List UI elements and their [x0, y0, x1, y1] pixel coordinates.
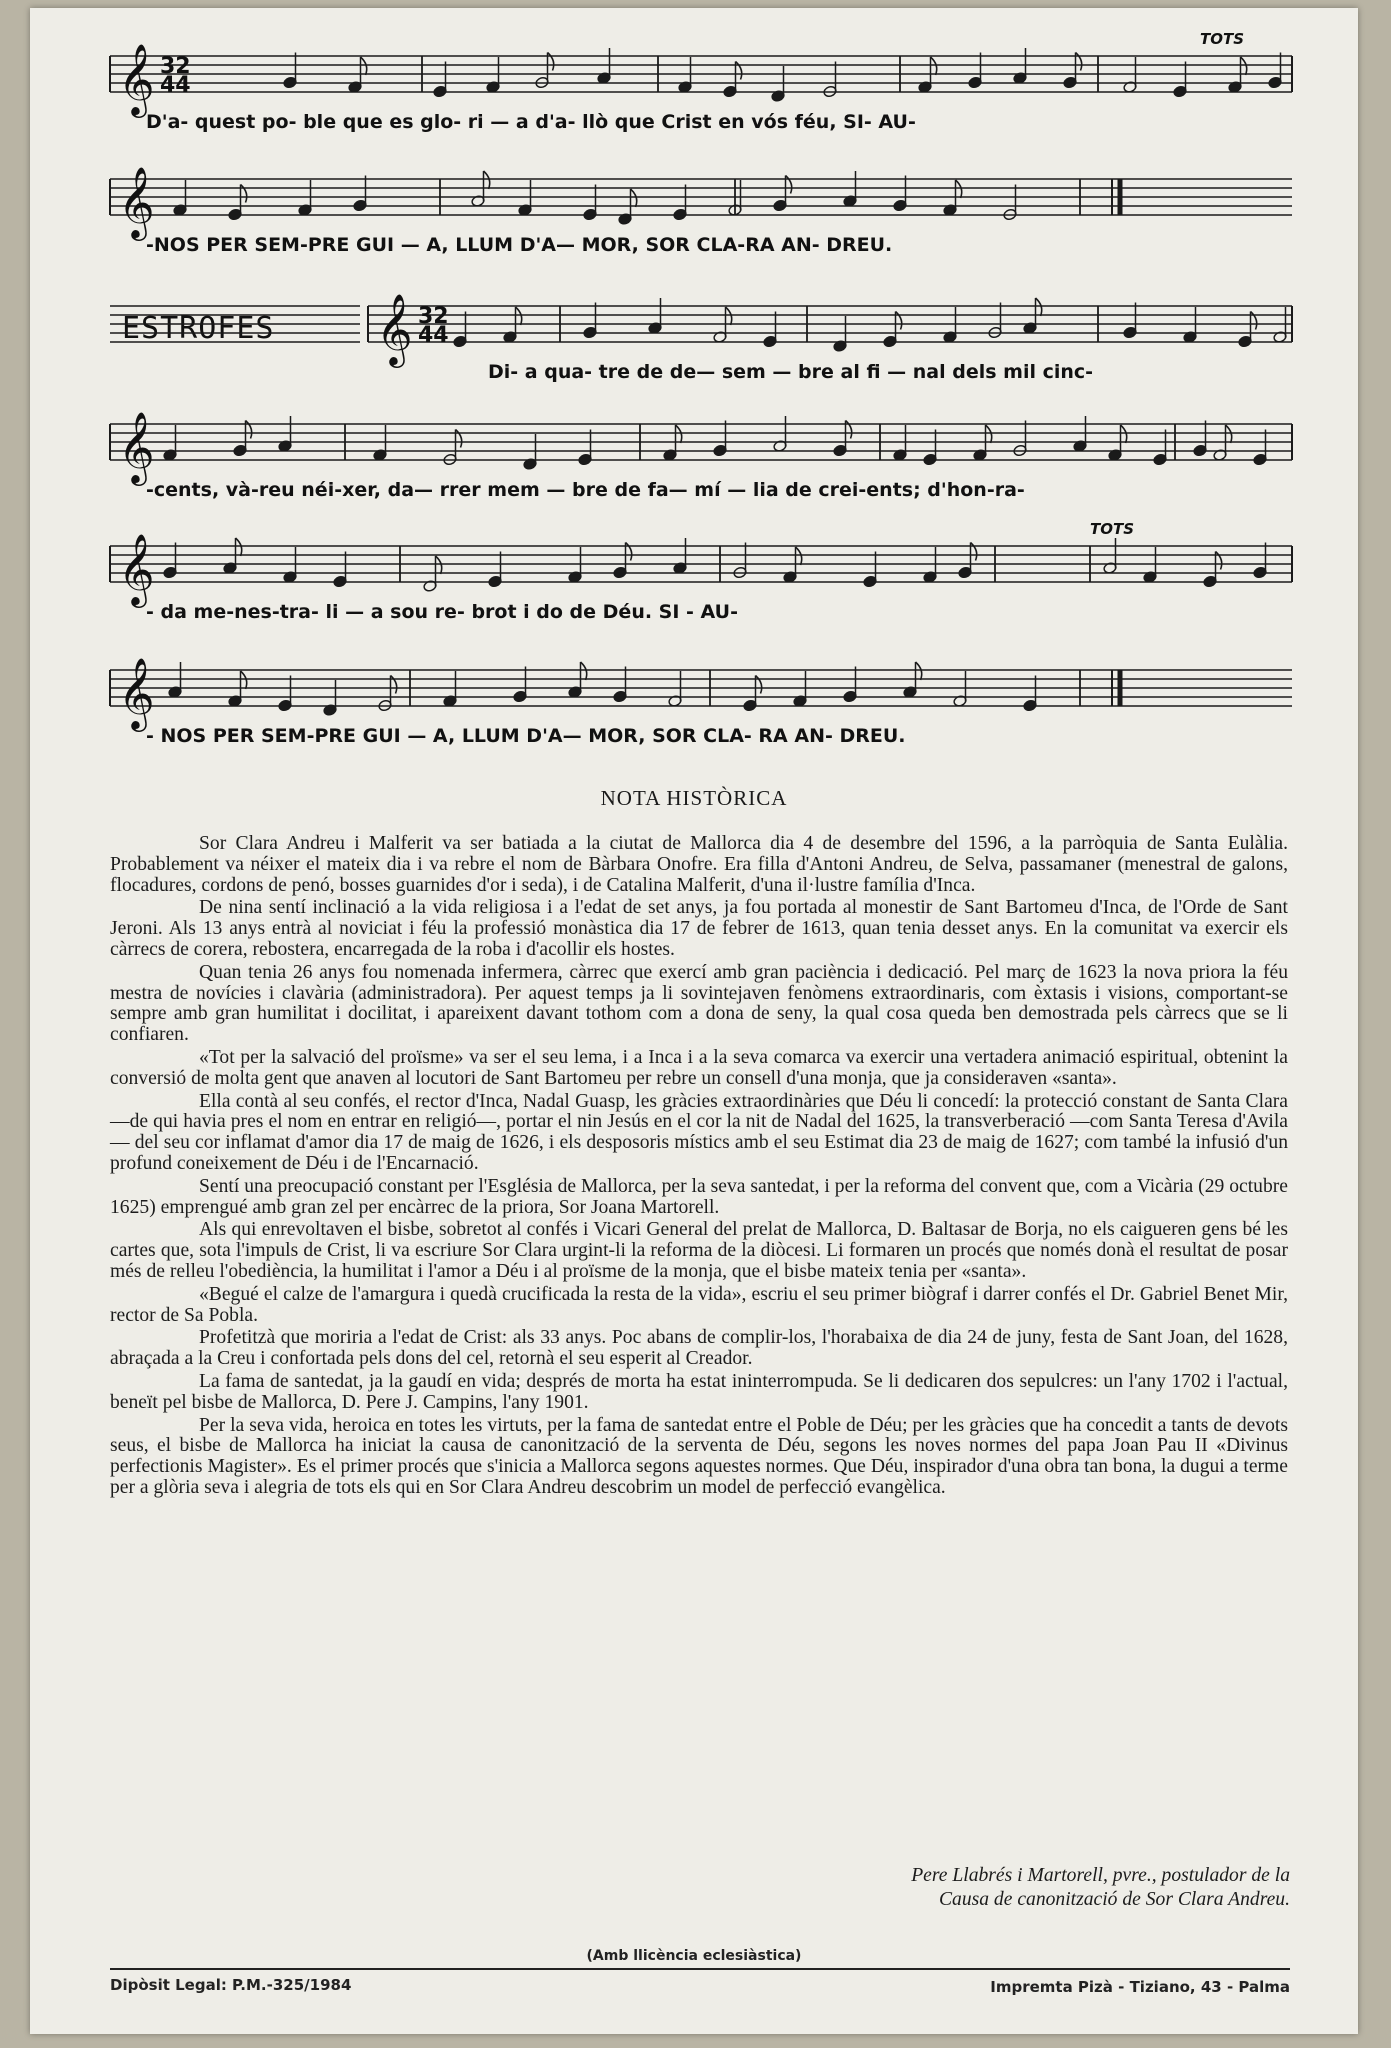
treble-clef-icon: 𝄞 [118, 410, 155, 483]
lyric-line: -cents, và-reu néi-xer, da— rrer mem — bre de fa— mí — lia de crei-ents; d'hon-ra- [146, 479, 1025, 501]
music-score [30, 8, 1358, 778]
lyric-line: D'a- quest po- ble que es glo- ri — a d'a- llò que Crist en vós féu, SI- AU- [146, 111, 916, 133]
history-paragraph: Sentí una preocupació constant per l'Església de Mallorca, per la seva santedat, i per la reforma del convent que, com a Vicària (29 octubre 1625) emprengué amb gran zel per encàrrec de la priora, Sor Joana Martorell. [110, 1175, 1288, 1218]
note-flag [1241, 57, 1247, 75]
legal-deposit: Dipòsit Legal: P.M.-325/1984 [110, 1976, 352, 1994]
sheet [30, 8, 1358, 2034]
estrofes-label: ESTROFES [122, 311, 275, 346]
history-paragraph: Ella contà al seu confés, el rector d'Inca, Nadal Guasp, les gràcies extraordinàries que Déu li concedí: la protecció constant de Santa Clara —de qui havia pres el nom en entrar en religió—, portar el nin Jesús en el cor la nit de Nadal del 1625, la transverberació —com Santa Teresa d'Avila— del seu cor inflamat d'amor dia 17 de maig de 1626, i els desposoris místics amb el seu Estimat dia 23 de maig de 1627; com també la infusió d'un profund coneixement de Déu i de l'Encarnació. [110, 1090, 1288, 1174]
note-flag [916, 662, 922, 680]
note-flag [676, 425, 682, 443]
time-signature-top: 32 [160, 54, 191, 79]
ecclesiastical-license: (Amb llicència eclesiàstica) [586, 1948, 802, 1964]
history-paragraph: Quan tenia 26 anys fou nomenada infermera, càrrec que exercí amb gran paciència i dedicació. Pel març de 1623 la nova priora la féu mestra de novícies i clavària (administradora). Per aquest temps ja li sovintejaven fenòmens extraordinaris, com èxtasis i visions, comportant-se sempre amb gran humilitat i docilitat, i apareixent davant tothom com a dona de seny, la qual cosa queda ben demostrada pels càrrecs que se li confiaren. [110, 961, 1288, 1046]
note-flag [241, 671, 247, 689]
tots-marking: TOTS [1090, 520, 1135, 538]
treble-clef-icon: 𝄞 [118, 42, 155, 115]
time-signature-bottom: 44 [160, 73, 191, 98]
note-flag [796, 547, 802, 565]
printer-imprint: Impremta Pizà - Tiziano, 43 - Palma [990, 1978, 1290, 1996]
signature-line-2: Causa de canonització de Sor Clara Andreu. [938, 1889, 1290, 1910]
treble-clef-icon: 𝄞 [118, 656, 155, 729]
treble-clef-icon: 𝄞 [118, 532, 155, 605]
treble-clef-icon: 𝄞 [118, 165, 155, 238]
history-paragraph: «Begué el calze de l'amargura i quedà crucificada la resta de la vida», escriu el seu primer biògraf i darrer confés el Dr. Gabriel Benet Mir, rector de Sa Pobla. [110, 1283, 1288, 1326]
history-paragraph: Per la seva vida, heroica en totes les virtuts, per la fama de santedat entre el Poble de Déu; per les gràcies que ha concedit a tants de devots seus, el bisbe de Mallorca ha iniciat la causa de canonització de la serventa de Déu, segons les noves normes del papa Joan Pau II «Divinus perfectionis Magister». Es el primer procés que s'inicia a Mallorca segons aquestes normes. Que Déu, inspirador d'una obra tan bona, la dugui a terme per a glòria seva i alegria de tots els qui en Sor Clara Andreu descobrim un model de perfecció evangèlica. [110, 1414, 1288, 1498]
history-paragraph: De nina sentí inclinació a la vida religiosa i a l'edat de set anys, ja fou portada al monestir de Sant Bartomeu d'Inca, de l'Orde de Sant Jeroni. Als 13 anys entrà al noviciat i féu la professió monàstica dia 17 de febrer de 1613, quan tenia desset anys. En la comunitat va exercir els càrrecs de corera, rebostera, encarregada de la roba i d'acollir els hostes. [110, 897, 1288, 960]
history-paragraph: «Tot per la salvació del proïsme» va ser el seu lema, i a Inca i a la seva comarca va exercir una vertadera animació espiritual, obtenint la conversió de molta gent que anaven al locutori de Sant Bartomeu per rebre un consell d'una monja, que ja consideraven «santa». [110, 1046, 1288, 1089]
time-signature-top: 32 [418, 304, 449, 329]
note-flag [236, 538, 242, 556]
author-signature [730, 1864, 1290, 1912]
lyric-line: - NOS PER SEM-PRE GUI — A, LLUM D'A— MOR, SOR CLA- RA AN- DREU. [146, 725, 906, 747]
signature-line-1: Pere Llabrés i Martorell, pvre., postulador de la [911, 1865, 1290, 1886]
note-flag [726, 307, 732, 325]
footer-divider [110, 1968, 1290, 1970]
note-flag [956, 180, 962, 198]
time-signature-bottom: 44 [418, 323, 449, 348]
note-flag [581, 662, 587, 680]
history-paragraph: La fama de santedat, ja la gaudí en vida; després de morta ha estat ininterrompuda. Se li dedicaren dos sepulcres: un l'any 1702 i l'actual, beneït pel bisbe de Mallorca, D. Pere J. Campins, l'any 1901. [110, 1370, 1288, 1413]
tots-marking: TOTS [1200, 30, 1245, 48]
note-flag [436, 556, 442, 574]
note-flag [631, 189, 637, 207]
history-paragraph: Profetitzà que moriria a l'edat de Crist: als 33 anys. Poc abans de complir-los, l'horabaixa de dia 24 de juny, festa de Sant Joan, del 1628, abraçada a la Creu i confortada pels dons del cel, retornà el seu esperit al Creador. [110, 1327, 1288, 1370]
historical-note-body [110, 834, 1288, 1501]
note-flag [484, 171, 490, 189]
note-flag [736, 62, 742, 80]
history-paragraph: Als qui enrevoltaven el bisbe, sobretot al confés i Vicari General del prelat de Mallorca, D. Baltasar de Borja, no els caigueren gens bé les cartes que, sota l'impuls de Crist, li va escriure Sor Clara urgint-li la reforma de la diòcesi. Li formaren un procés que només donà el resultat de posar més de relleu l'obediència, la humilitat i l'amor a Déu i al proïsme de la monja, que el bisbe mateix tenia per «santa». [110, 1219, 1288, 1282]
note-flag [516, 307, 522, 325]
history-paragraph: Sor Clara Andreu i Malferit va ser batiada a la ciutat de Mallorca dia 4 de desembre del 1596, a la parròquia de Santa Eulàlia. Probablement va néixer el mateix dia i va rebre el nom de Bàrbara Onofre. Era filla d'Antoni Andreu, de Selva, passamaner (menestral de galons, flocadures, cordons de penó, bosses guarnides d'or i seda), i de Catalina Malferit, d'una il·lustre família d'Inca. [110, 833, 1288, 896]
note-flag [361, 57, 367, 75]
treble-clef-icon: 𝄞 [376, 292, 413, 365]
note-flag [1226, 425, 1232, 443]
note-flag [986, 425, 992, 443]
note-flag [1121, 425, 1127, 443]
lyric-line: Di- a qua- tre de de— sem — bre al fi — nal dels mil cinc- [488, 361, 1094, 383]
note-flag [1036, 298, 1042, 316]
lyric-line: -NOS PER SEM-PRE GUI — A, LLUM D'A— MOR, SOR CLA-RA AN- DREU. [146, 234, 893, 256]
note-flag [931, 57, 937, 75]
nota-historica-title: NOTA HISTÒRICA [600, 786, 788, 810]
lyric-line: - da me-nes-tra- li — a sou re- brot i do de Déu. SI - AU- [146, 601, 738, 623]
